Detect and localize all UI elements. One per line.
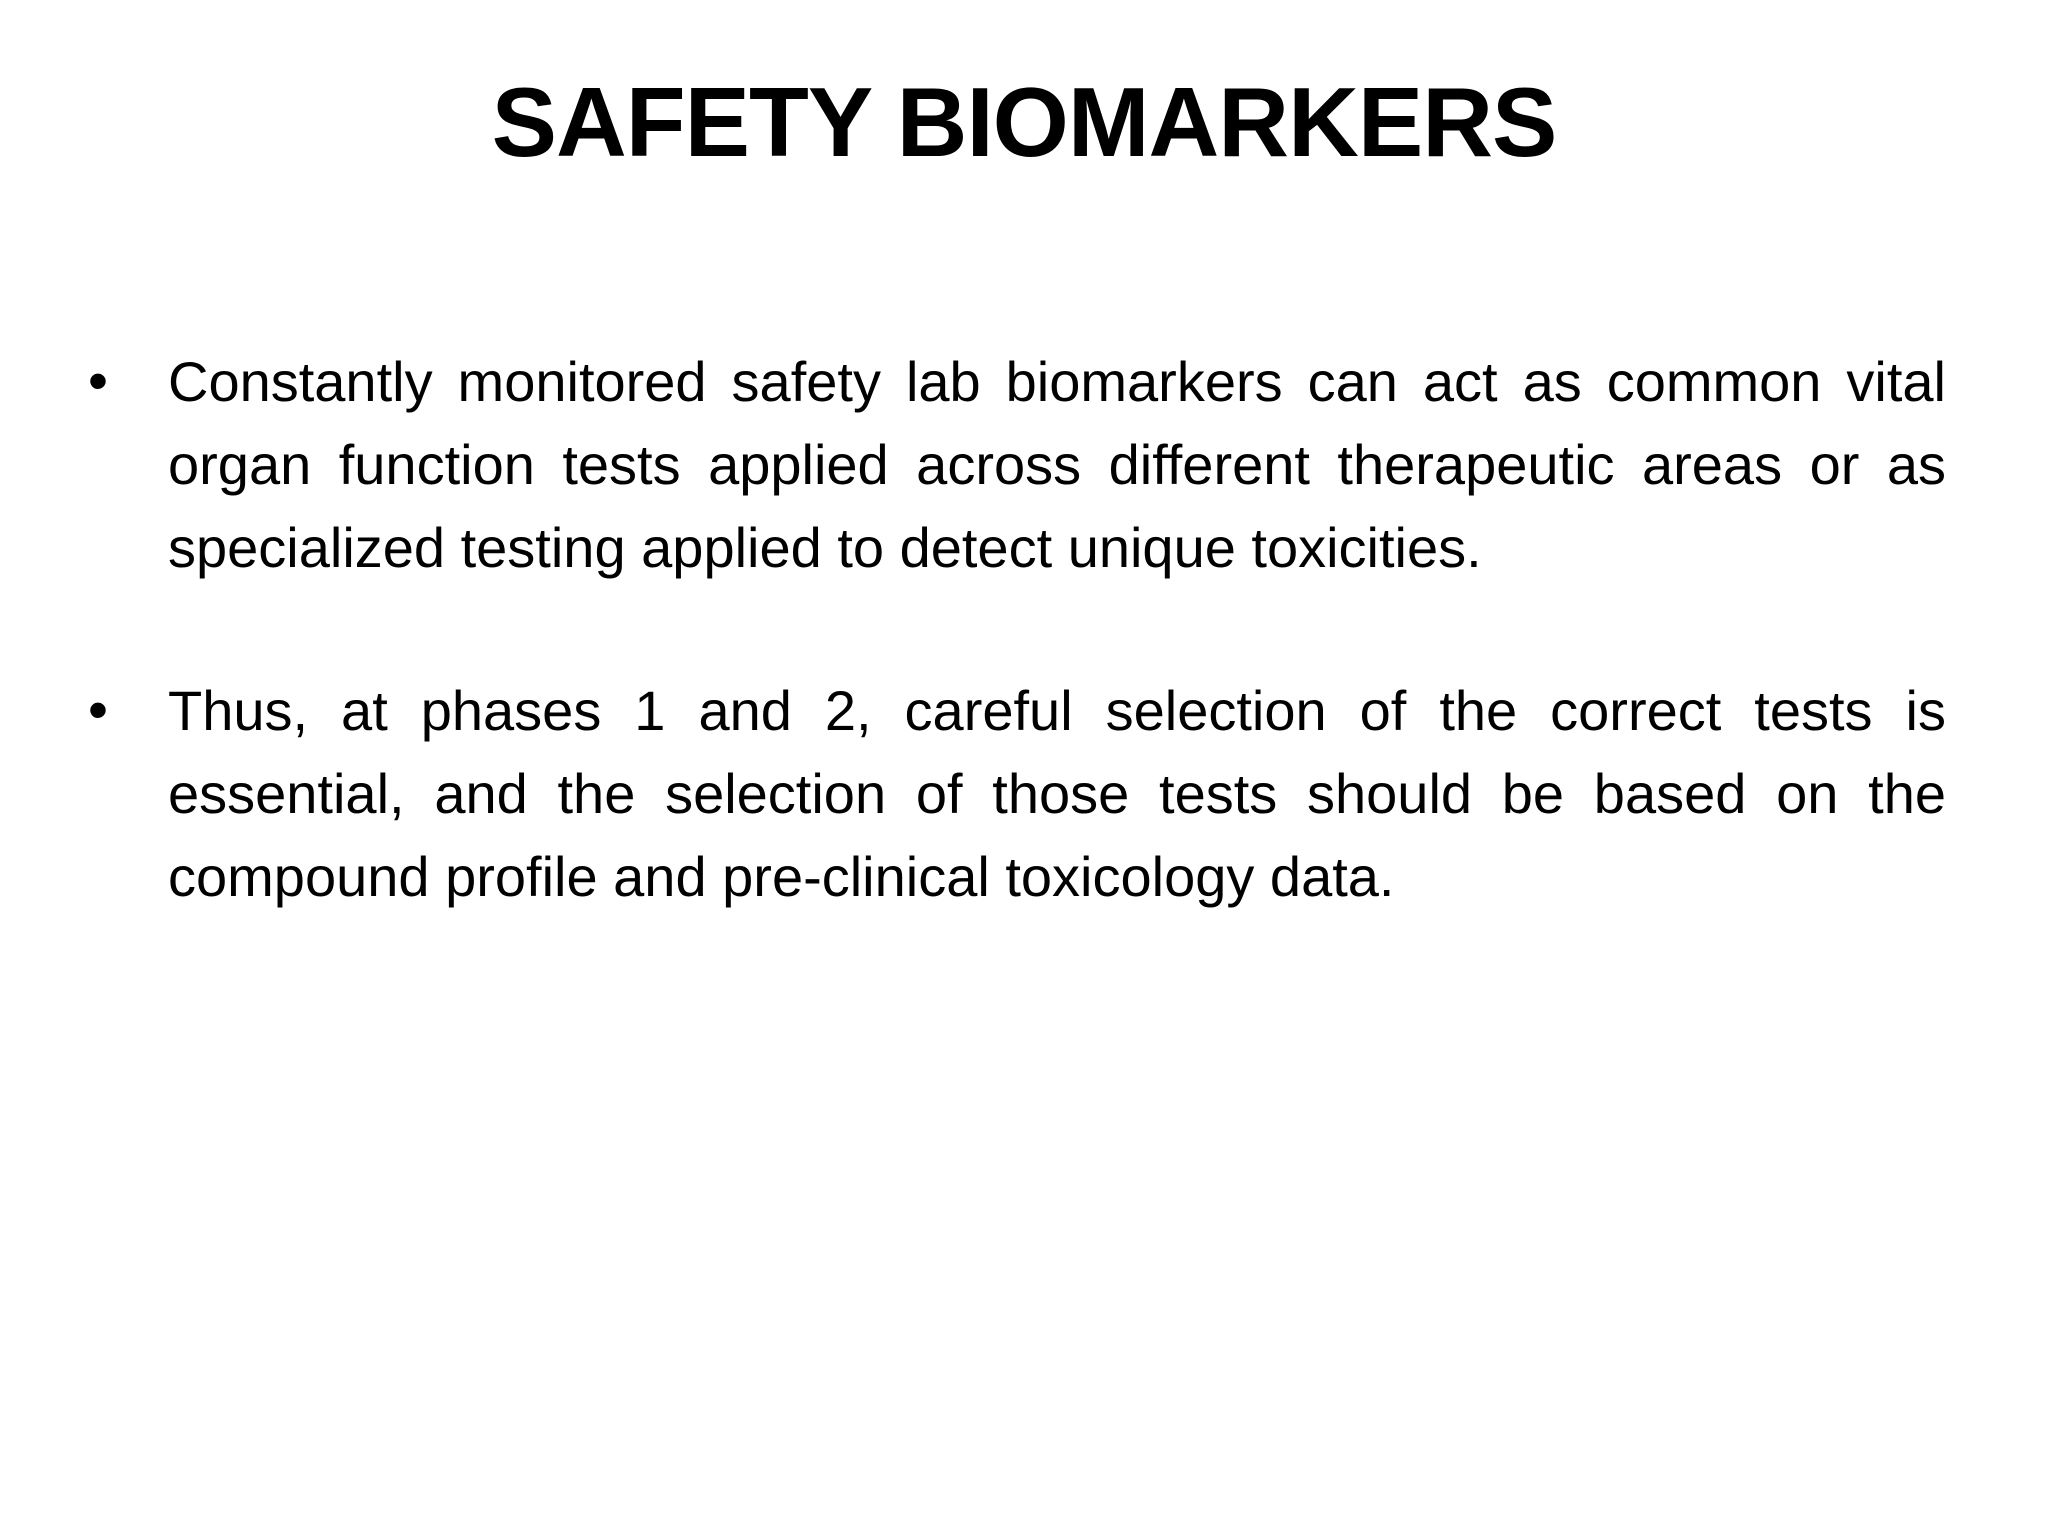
bullet-item-2 bbox=[88, 669, 1946, 918]
bullet-item-1 bbox=[88, 340, 1946, 589]
bullet-marker: • bbox=[88, 349, 108, 413]
slide-title: SAFETY BIOMARKERS bbox=[491, 67, 1557, 177]
bullet-list bbox=[88, 340, 1946, 998]
bullet-text: Constantly monitored safety lab biomarkers can act as common vital organ function tests applied across different therapeutic areas or as specialized testing applied to detect unique toxicities. bbox=[168, 350, 1946, 579]
bullet-marker: • bbox=[88, 678, 108, 742]
bullet-text: Thus, at phases 1 and 2, careful selection of the correct tests is essential, and the selection of those tests should be based on the compound profile and pre-clinical toxicology data. bbox=[168, 679, 1946, 908]
